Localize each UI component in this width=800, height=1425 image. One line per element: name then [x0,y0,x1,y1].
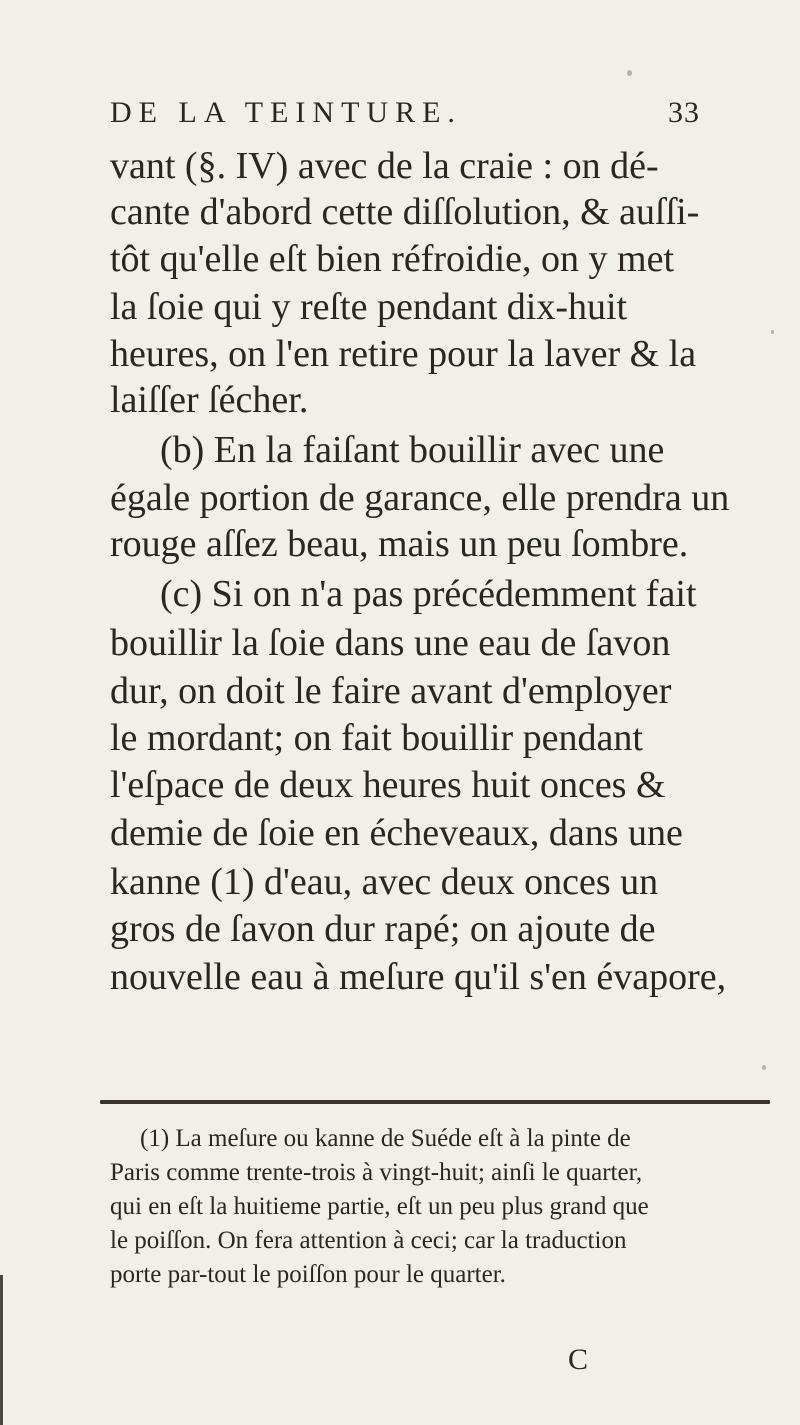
paper-fleck [771,330,774,334]
footnote-line: porte par-tout le poiſſon pour le quarter. [110,1261,506,1288]
body-line: le mordant; on fait bouillir pendant [110,717,643,759]
running-title: DE LA TEINTURE. [110,96,462,129]
footnote-line: Paris comme trente-trois à vingt-huit; ainſi le quarter, [110,1159,643,1186]
body-line: laiſſer ſécher. [110,379,309,421]
body-line: tôt qu'elle eſt bien réfroidie, on y met [110,238,675,280]
body-line: (c) Si on n'a pas précédemment fait [160,573,697,615]
body-line: l'eſpace de deux heures huit onces & [110,764,666,806]
body-line: la ſoie qui y reſte pendant dix-huit [110,286,628,328]
body-line: kanne (1) d'eau, avec deux onces un [110,861,659,903]
body-line: nouvelle eau à meſure qu'il s'en évapore, [110,956,727,998]
running-head [110,96,700,136]
body-line: cante d'abord cette diſſolution, & auſſi- [110,191,700,233]
paper-fleck [627,70,632,76]
body-line: dur, on doit le faire avant d'employer [110,670,672,712]
footnote-rule [100,1100,770,1104]
footnote-line: (1) La meſure ou kanne de Suéde eſt à la pinte de [140,1125,631,1152]
body-line: égale portion de garance, elle prendra un [110,477,730,519]
footnote-line: le poiſſon. On fera attention à ceci; car la traduction [110,1227,627,1254]
body-line: rouge aſſez beau, mais un peu ſombre. [110,523,689,565]
footnote-line: qui en eſt la huitieme partie, eſt un peu plus grand que [110,1193,649,1220]
body-line: bouillir la ſoie dans une eau de ſavon [110,622,671,664]
body-line: vant (§. IV) avec de la craie : on dé- [110,145,659,187]
body-line: demie de ſoie en écheveaux, dans une [110,812,683,854]
body-line: (b) En la faiſant bouillir avec une [160,429,665,471]
body-line: heures, on l'en retire pour la laver & la [110,333,697,375]
page-edge-mark [0,1275,3,1425]
body-line: gros de ſavon dur rapé; on ajoute de [110,908,656,950]
page-number: 33 [668,96,700,129]
paper-fleck [762,1065,766,1070]
signature-mark: C [568,1343,590,1376]
